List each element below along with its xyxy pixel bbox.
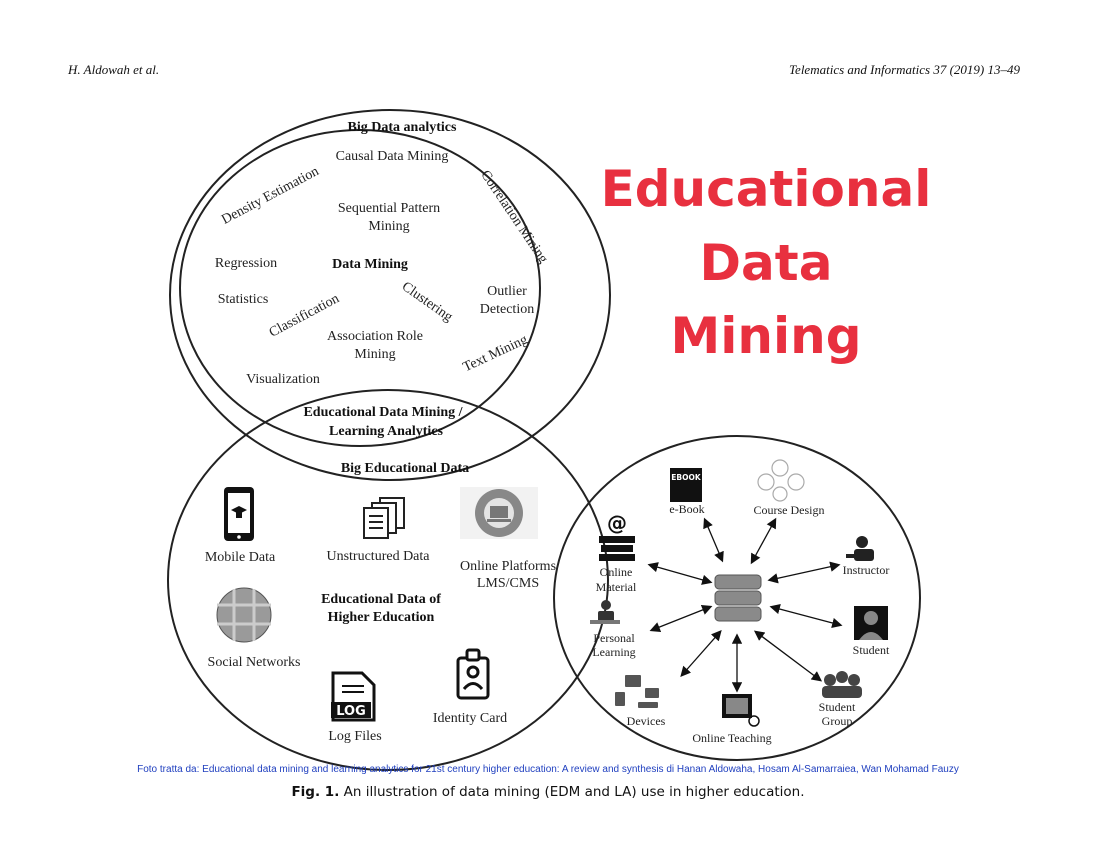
title-educational-data-mining <box>601 160 932 365</box>
ebook-badge: EBOOK <box>671 473 701 482</box>
big-educational-data-circle <box>168 390 608 770</box>
association-role-label-2: Mining <box>354 347 396 362</box>
running-header-journal: Telematics and Informatics 37 (2019) 13–49 <box>789 62 1020 77</box>
text-mining-label: Text Mining <box>460 332 531 376</box>
devices-icon <box>615 675 659 708</box>
online-teaching-label: Online Teaching <box>692 731 772 745</box>
student-label: Student <box>852 643 890 657</box>
online-material-label-2: Material <box>595 580 637 594</box>
outlier-detection-label-2: Detection <box>479 302 535 317</box>
instructor-icon <box>846 536 874 561</box>
log-file-icon <box>331 673 374 720</box>
instructor-label: Instructor <box>842 563 890 577</box>
course-design-gears-icon <box>758 460 804 501</box>
mobile-data-label: Mobile Data <box>204 550 276 565</box>
causal-data-mining-label: Causal Data Mining <box>335 149 449 164</box>
edm-la-label-1: Educational Data Mining / <box>303 405 463 420</box>
sequential-pattern-label-2: Mining <box>368 219 410 234</box>
edm-la-label-2: Learning Analytics <box>329 424 443 439</box>
density-estimation-label: Density Estimation <box>219 164 322 228</box>
correlation-mining-label: Correlation Mining <box>477 167 551 267</box>
big-educational-data-title: Big Educational Data <box>340 461 470 476</box>
identity-card-icon <box>458 650 488 698</box>
student-group-icon <box>822 671 862 698</box>
figure-caption <box>0 784 1096 800</box>
data-mining-label: Data Mining <box>332 257 408 272</box>
big-data-analytics-title: Big Data analytics <box>347 120 457 135</box>
online-platforms-label-2: LMS/CMS <box>476 576 540 591</box>
figure-label: Fig. 1. <box>291 784 340 800</box>
online-platform-gear-icon <box>460 487 538 539</box>
svg-text:@: @ <box>607 511 627 535</box>
title-line-2: Data <box>699 234 833 292</box>
online-material-label-1: Online <box>599 565 633 579</box>
educational-data-label-1: Educational Data of <box>321 592 441 607</box>
educational-data-label-2: Higher Education <box>327 610 435 625</box>
database-server-icon <box>715 575 761 621</box>
identity-card-label: Identity Card <box>432 711 508 726</box>
online-platforms-label-1: Online Platforms <box>459 559 557 574</box>
student-group-label-2: Group <box>821 714 853 728</box>
course-design-label: Course Design <box>753 503 825 517</box>
personal-learning-label-1: Personal <box>593 631 635 645</box>
personal-learning-icon <box>590 600 620 624</box>
student-group-label-1: Student <box>818 700 856 714</box>
image-source-note: Foto tratta da: Educational data mining and learning analytics for 21st century higher education: A review and synthesis di Hanan Aldowaha, Hosam Al-Samarraiea, Wan Mohamad Fauzy <box>137 764 959 775</box>
figure-caption-text: An illustration of data mining (EDM and LA) use in higher education. <box>339 784 805 800</box>
ebook-label: e-Book <box>669 502 705 516</box>
title-line-3: Mining <box>670 307 862 365</box>
unstructured-data-label: Unstructured Data <box>326 549 430 564</box>
mobile-phone-icon <box>224 487 254 541</box>
clustering-label: Clustering <box>398 279 456 326</box>
documents-icon <box>364 498 404 538</box>
online-teaching-icon <box>722 694 759 726</box>
online-material-icon <box>599 511 635 561</box>
classification-label: Classification <box>266 291 342 341</box>
outlier-detection-label-1: Outlier <box>487 284 527 299</box>
visualization-label: Visualization <box>246 372 320 387</box>
regression-label: Regression <box>214 256 278 271</box>
social-networks-label: Social Networks <box>207 655 301 670</box>
sequential-pattern-label-1: Sequential Pattern <box>337 201 441 216</box>
title-line-1: Educational <box>600 160 932 218</box>
log-files-label: Log Files <box>328 729 382 744</box>
student-icon <box>854 606 888 640</box>
association-role-label-1: Association Role <box>326 329 424 344</box>
ebook-icon <box>670 468 702 502</box>
social-networks-globe-icon <box>217 588 271 642</box>
personal-learning-label-2: Learning <box>592 645 636 659</box>
devices-label: Devices <box>626 714 666 728</box>
running-header-authors: H. Aldowah et al. <box>68 62 160 77</box>
log-badge: LOG <box>336 704 366 719</box>
statistics-label: Statistics <box>217 292 269 307</box>
